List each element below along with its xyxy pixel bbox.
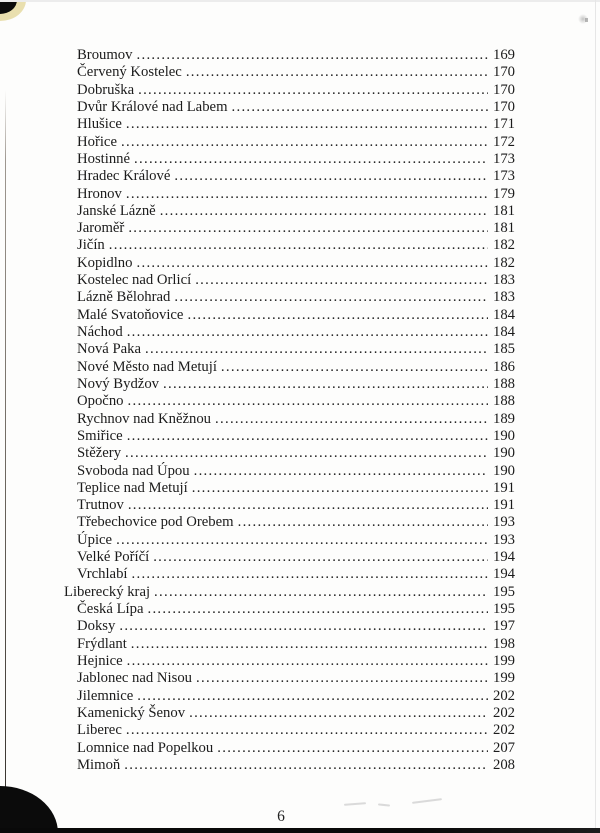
toc-entry-page: 208 (492, 756, 515, 773)
toc-entry-page: 182 (492, 254, 515, 271)
toc-entry-page: 181 (492, 202, 515, 219)
toc-entry-label: Jilemnice (77, 687, 134, 704)
toc-entry-page: 191 (492, 497, 515, 514)
dot-leader (132, 566, 488, 583)
toc-entry-page: 186 (492, 358, 515, 375)
toc-row (64, 376, 515, 393)
toc-entry-label: Hlušice (77, 116, 122, 133)
toc-entry-label: Česká Lípa (77, 601, 144, 617)
dot-leader (137, 47, 489, 64)
toc-entry-label: Náchod (77, 324, 123, 340)
dot-leader (192, 480, 488, 497)
dot-leader (126, 186, 488, 203)
toc-row (64, 341, 515, 358)
dot-leader (194, 463, 488, 480)
toc-entry-label: Třebechovice pod Orebem (77, 514, 234, 531)
toc-row (64, 168, 515, 185)
toc-entry-label: Mimoň (77, 756, 121, 773)
dot-leader (121, 134, 488, 151)
toc-entry-page: 202 (492, 704, 515, 721)
dot-leader (137, 255, 489, 272)
pencil-smudge (344, 802, 366, 806)
toc-row (64, 705, 515, 722)
scan-edge-bottom (0, 828, 600, 833)
toc-entry-label: Liberec (77, 722, 122, 739)
dot-leader (147, 601, 488, 618)
toc-entry-page: 170 (492, 64, 515, 81)
dot-leader (196, 670, 488, 687)
dot-leader (154, 584, 488, 601)
toc-row (64, 393, 515, 410)
toc-entry-label: Kamenický Šenov (77, 704, 186, 721)
toc-entry-label: Nová Paka (77, 341, 142, 358)
dot-leader (128, 497, 488, 514)
toc-row (64, 740, 515, 757)
toc-row (64, 601, 515, 618)
toc-row (64, 289, 515, 306)
toc-entry-page: 173 (492, 150, 515, 167)
toc-entry-page: 184 (492, 324, 515, 340)
dot-leader (128, 393, 488, 410)
toc-entry-page: 170 (492, 81, 515, 98)
toc-entry-label: Hradec Králové (77, 168, 171, 185)
toc-entry-label: Liberecký kraj (64, 583, 151, 600)
dot-leader (137, 688, 488, 705)
toc-entry-page: 188 (492, 375, 515, 392)
toc-row (64, 636, 515, 653)
toc-row (64, 653, 515, 670)
scan-edge-top (0, 0, 600, 2)
toc-row (64, 359, 515, 376)
toc-entry-page: 190 (492, 462, 515, 479)
toc-list (64, 47, 515, 774)
dot-leader (126, 722, 488, 739)
toc-entry-page: 190 (492, 445, 515, 462)
dot-leader (160, 203, 488, 220)
toc-entry-label: Nový Bydžov (77, 375, 160, 392)
toc-row (64, 445, 515, 462)
dot-leader (138, 82, 488, 99)
toc-entry-page: 189 (492, 410, 515, 427)
toc-row (64, 532, 515, 549)
dot-leader (127, 324, 488, 341)
dot-leader (189, 705, 488, 722)
toc-row (64, 463, 515, 480)
toc-row (64, 688, 515, 705)
toc-row (64, 722, 515, 739)
toc-row (64, 566, 515, 583)
toc-entry-page: 183 (492, 272, 515, 289)
toc-entry-label: Rychnov nad Kněžnou (77, 410, 212, 427)
dot-leader (187, 307, 488, 324)
dot-leader (127, 653, 488, 670)
dot-leader (232, 99, 489, 116)
dot-leader (109, 237, 488, 254)
toc-row (64, 307, 515, 324)
scan-edge-right (595, 0, 596, 828)
toc-entry-label: Frýdlant (77, 635, 127, 652)
toc-row (64, 618, 515, 635)
toc-entry-label: Trutnov (77, 497, 124, 514)
toc-entry-page: 191 (492, 479, 515, 496)
toc-entry-label: Dvůr Králové nad Labem (77, 98, 228, 115)
dot-leader (134, 151, 488, 168)
toc-entry-label: Jaroměř (77, 220, 125, 237)
toc-entry-label: Lázně Bělohrad (77, 289, 171, 306)
toc-entry-page: 171 (492, 116, 515, 133)
pencil-smudge (412, 798, 442, 804)
toc-entry-page: 202 (492, 722, 515, 739)
toc-entry-label: Malé Svatoňovice (77, 306, 184, 323)
toc-entry-label: Stěžery (77, 445, 122, 462)
toc-entry-page: 170 (492, 98, 515, 115)
page-number: 6 (277, 808, 285, 825)
toc-row (64, 670, 515, 687)
dot-leader (127, 428, 488, 445)
dot-leader (116, 532, 488, 549)
toc-entry-page: 197 (492, 618, 515, 635)
toc-entry-label: Teplice nad Metují (77, 479, 188, 496)
dot-leader (119, 618, 488, 635)
toc-row (64, 757, 515, 774)
toc-entry-label: Jičín (77, 237, 105, 254)
toc-entry-page: 181 (492, 220, 515, 237)
dot-leader (174, 168, 488, 185)
toc-entry-label: Kopidlno (77, 254, 133, 271)
pencil-smudge (378, 803, 390, 806)
toc-entry-label: Úpice (77, 531, 113, 548)
toc-entry-page: 207 (492, 739, 515, 756)
toc-entry-label: Červený Kostelec (77, 64, 182, 81)
toc-row (64, 220, 515, 237)
toc-entry-label: Janské Lázně (77, 202, 156, 219)
toc-row (64, 480, 515, 497)
dot-leader (163, 376, 488, 393)
toc-row (64, 186, 515, 203)
toc-entry-label: Hronov (77, 185, 122, 202)
toc-entry-label: Hořice (77, 133, 117, 150)
toc-row (64, 151, 515, 168)
toc-row (64, 324, 515, 341)
toc-row (64, 99, 515, 116)
toc-row (64, 203, 515, 220)
dot-leader (153, 549, 488, 566)
toc-entry-label: Svoboda nad Úpou (77, 462, 190, 479)
dot-leader (128, 220, 488, 237)
dot-leader (131, 636, 488, 653)
toc-entry-page: 179 (492, 185, 515, 202)
toc-entry-page: 188 (492, 393, 515, 410)
toc-entry-label: Doksy (77, 618, 116, 635)
toc-row (64, 116, 515, 133)
toc-entry-page: 169 (492, 47, 515, 63)
scan-edge-line-left (5, 90, 7, 795)
toc-row (64, 134, 515, 151)
toc-entry-page: 194 (492, 566, 515, 583)
dot-leader (195, 272, 488, 289)
toc-row (64, 497, 515, 514)
toc-entry-page: 173 (492, 168, 515, 185)
dot-leader (124, 757, 488, 774)
toc-entry-label: Vrchlabí (77, 566, 128, 583)
dot-leader (221, 359, 488, 376)
toc-row (64, 549, 515, 566)
toc-entry-label: Kostelec nad Orlicí (77, 272, 192, 289)
toc-entry-page: 184 (492, 306, 515, 323)
toc-entry-label: Lomnice nad Popelkou (77, 739, 214, 756)
dot-leader (238, 514, 488, 531)
dot-leader (145, 341, 488, 358)
toc-entry-page: 172 (492, 133, 515, 150)
toc-entry-page: 185 (492, 341, 515, 358)
toc-entry-label: Nové Město nad Metují (77, 358, 217, 375)
dot-leader (174, 289, 488, 306)
dot-leader (215, 411, 488, 428)
toc-entry-page: 182 (492, 237, 515, 254)
toc-row (64, 82, 515, 99)
toc-row (64, 64, 515, 81)
toc-row (64, 584, 515, 601)
toc-row (64, 272, 515, 289)
page-curl-bottom-left (0, 786, 58, 833)
toc-row (64, 428, 515, 445)
dot-leader (125, 445, 488, 462)
toc-row (64, 47, 515, 64)
toc-entry-label: Dobruška (77, 81, 135, 98)
dot-leader (126, 116, 488, 133)
toc-entry-page: 193 (492, 531, 515, 548)
toc-entry-label: Hostinné (77, 150, 131, 167)
toc-entry-page: 194 (492, 549, 515, 566)
toc-entry-label: Smiřice (77, 427, 123, 444)
toc-entry-label: Opočno (77, 393, 124, 410)
dot-leader (186, 64, 488, 81)
scan-speck (585, 18, 588, 22)
toc-row (64, 237, 515, 254)
toc-entry-label: Jablonec nad Nisou (77, 670, 193, 687)
toc-row (64, 411, 515, 428)
toc-entry-label: Broumov (77, 47, 133, 63)
toc-row (64, 514, 515, 531)
toc-entry-page: 198 (492, 635, 515, 652)
toc-entry-page: 195 (492, 583, 515, 600)
toc-entry-page: 195 (492, 601, 515, 617)
toc-entry-page: 199 (492, 670, 515, 687)
toc-entry-page: 190 (492, 427, 515, 444)
toc-entry-page: 199 (492, 652, 515, 669)
toc-entry-label: Velké Poříčí (77, 549, 150, 566)
toc-entry-page: 193 (492, 514, 515, 531)
toc-entry-page: 202 (492, 687, 515, 704)
toc-row (64, 255, 515, 272)
dot-leader (217, 740, 488, 757)
toc-entry-page: 183 (492, 289, 515, 306)
toc-entry-label: Hejnice (77, 652, 123, 669)
